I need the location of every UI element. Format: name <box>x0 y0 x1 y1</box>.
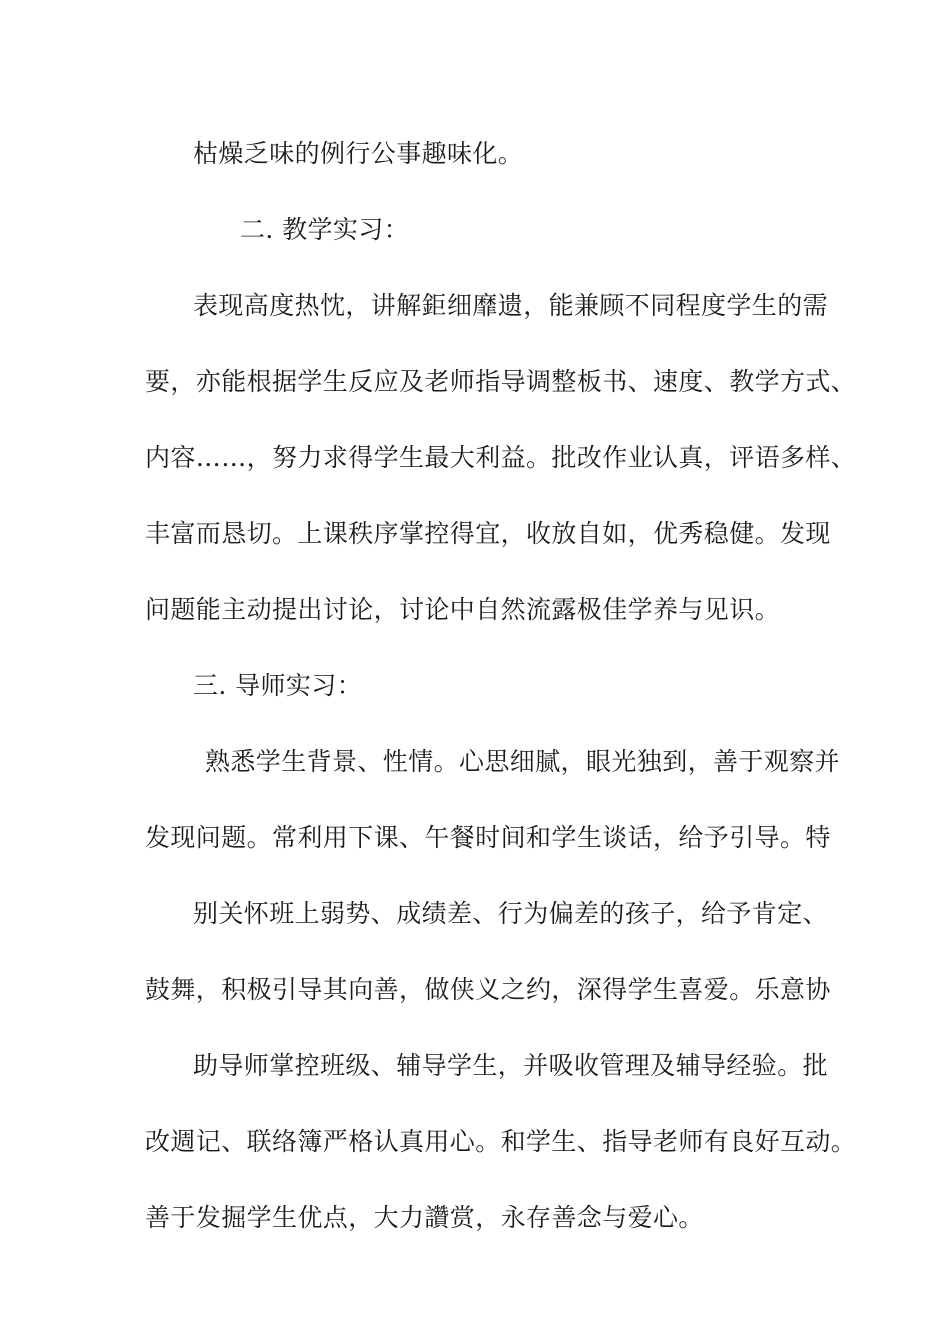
section-heading-teaching: 二. 教学实习： <box>240 215 410 244</box>
paragraph-line: 表现高度热忱，讲解鉅细靡遗，能兼顾不同程度学生的需 <box>193 291 829 320</box>
paragraph-line: 内容……，努力求得学生最大利益。批改作业认真，评语多样、 <box>145 443 857 472</box>
paragraph-line: 助导师掌控班级、辅导学生，并吸收管理及辅导经验。批 <box>193 1051 829 1080</box>
paragraph-line: 发现问题。常利用下课、午餐时间和学生谈话，给予引导。特 <box>145 823 831 852</box>
paragraph-line: 丰富而恳切。上课秩序掌控得宜，收放自如，优秀稳健。发现 <box>145 519 831 548</box>
paragraph-line: 别关怀班上弱势、成绩差、行为偏差的孩子，给予肯定、 <box>193 899 829 928</box>
paragraph-line: 要，亦能根据学生反应及老师指导调整板书、速度、教学方式、 <box>145 367 857 396</box>
paragraph-line: 问题能主动提出讨论，讨论中自然流露极佳学养与见识。 <box>145 595 781 624</box>
paragraph-line: 善于发掘学生优点，大力讚赏，永存善念与爱心。 <box>145 1203 704 1232</box>
section-heading-mentor: 三. 导师实习： <box>193 671 363 700</box>
paragraph-line: 熟悉学生背景、性情。心思细腻，眼光独到，善于观察并 <box>205 747 841 776</box>
paragraph-line: 改週记、联络簿严格认真用心。和学生、指导老师有良好互动。 <box>145 1127 857 1156</box>
paragraph-line: 鼓舞，积极引导其向善，做侠义之约，深得学生喜爱。乐意协 <box>145 975 831 1004</box>
paragraph-line: 枯燥乏味的例行公事趣味化。 <box>193 139 524 168</box>
